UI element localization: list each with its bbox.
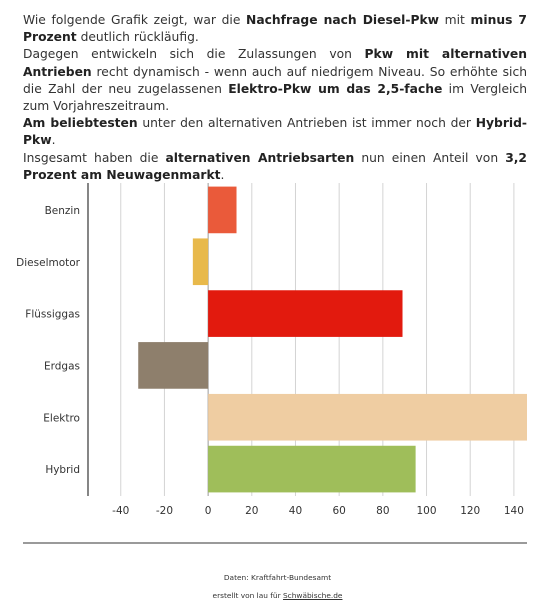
x-tick-label: 80 xyxy=(376,505,390,517)
bar-erdgas xyxy=(138,342,208,389)
intro-text xyxy=(23,12,527,184)
intro-bold-text: alternativen Antriebsarten xyxy=(165,150,355,165)
intro-bold-text: Am beliebtesten xyxy=(23,116,138,131)
intro-paragraph-3 xyxy=(23,115,527,149)
intro-text-run: mit xyxy=(439,13,471,27)
x-tick-label: 0 xyxy=(204,505,212,517)
intro-paragraph-2 xyxy=(23,46,527,115)
category-label: Dieselmotor xyxy=(16,256,80,269)
divider-line xyxy=(23,542,527,544)
credit-note xyxy=(0,591,555,600)
x-tick-label: -20 xyxy=(155,505,174,517)
intro-text-run: . xyxy=(220,167,225,182)
chart-bars xyxy=(138,187,527,493)
bar-dieselmotor xyxy=(193,238,208,285)
bar-flüssiggas xyxy=(208,290,402,337)
x-tick-label: 20 xyxy=(245,505,259,517)
intro-text-run: nun einen Anteil von xyxy=(354,150,506,165)
intro-text-run: Dagegen entwickeln sich die Zulassungen von xyxy=(23,47,365,62)
intro-text-run: im Vergleich zum Vorjahreszeitraum. xyxy=(23,81,527,114)
x-tick-label: 100 xyxy=(416,505,437,517)
intro-paragraph-1 xyxy=(23,12,527,46)
x-tick-label: 40 xyxy=(288,505,303,517)
category-label: Erdgas xyxy=(43,360,80,373)
intro-text-run: Wie folgende Grafik zeigt, war die xyxy=(23,13,247,27)
category-label: Benzin xyxy=(44,204,80,217)
x-tick-label: 140 xyxy=(503,505,524,517)
intro-bold-text: 3,2 Prozent am Neuwagenmarkt xyxy=(23,150,527,182)
bar-elektro xyxy=(208,394,527,441)
intro-text-run: . xyxy=(51,133,56,148)
source-note: Daten: Kraftfahrt-Bundesamt xyxy=(223,573,332,582)
intro-bold-text: Pkw mit alternativen Antrieben xyxy=(23,47,527,79)
intro-bold-text: Elektro-Pkw um das 2,5-fache xyxy=(228,81,443,96)
x-tick-label: 120 xyxy=(460,505,481,517)
category-label: Hybrid xyxy=(45,464,80,477)
credit-site-link[interactable]: Schwäbische.de xyxy=(282,591,343,600)
category-label: Flüssiggas xyxy=(25,308,80,321)
intro-bold-text: Nachfrage nach Diesel-Pkw xyxy=(246,13,439,27)
intro-bold-text: Hybrid-Pkw xyxy=(23,116,527,148)
chart-tick-labels xyxy=(112,505,524,517)
x-tick-label: -40 xyxy=(112,505,130,517)
intro-text-run: Insgesamt haben die xyxy=(23,150,166,165)
intro-text-run: deutlich rückläufig. xyxy=(76,30,199,45)
intro-text-run: unter den alternativen Antrieben ist immer noch der xyxy=(137,116,476,131)
bar-benzin xyxy=(208,187,236,234)
bar-chart xyxy=(0,178,555,518)
credit-prefix: erstellt von lau für xyxy=(212,591,283,600)
chart-category-labels xyxy=(16,205,81,476)
category-label: Elektro xyxy=(43,412,80,425)
intro-bold-text: minus 7 Prozent xyxy=(23,13,527,45)
bar-hybrid xyxy=(208,446,415,493)
intro-text-run: recht dynamisch - wenn auch auf niedrigem Niveau. So erhöhte sich die Zahl der neu zugelassenen xyxy=(23,64,527,96)
x-tick-label: 60 xyxy=(332,505,346,517)
